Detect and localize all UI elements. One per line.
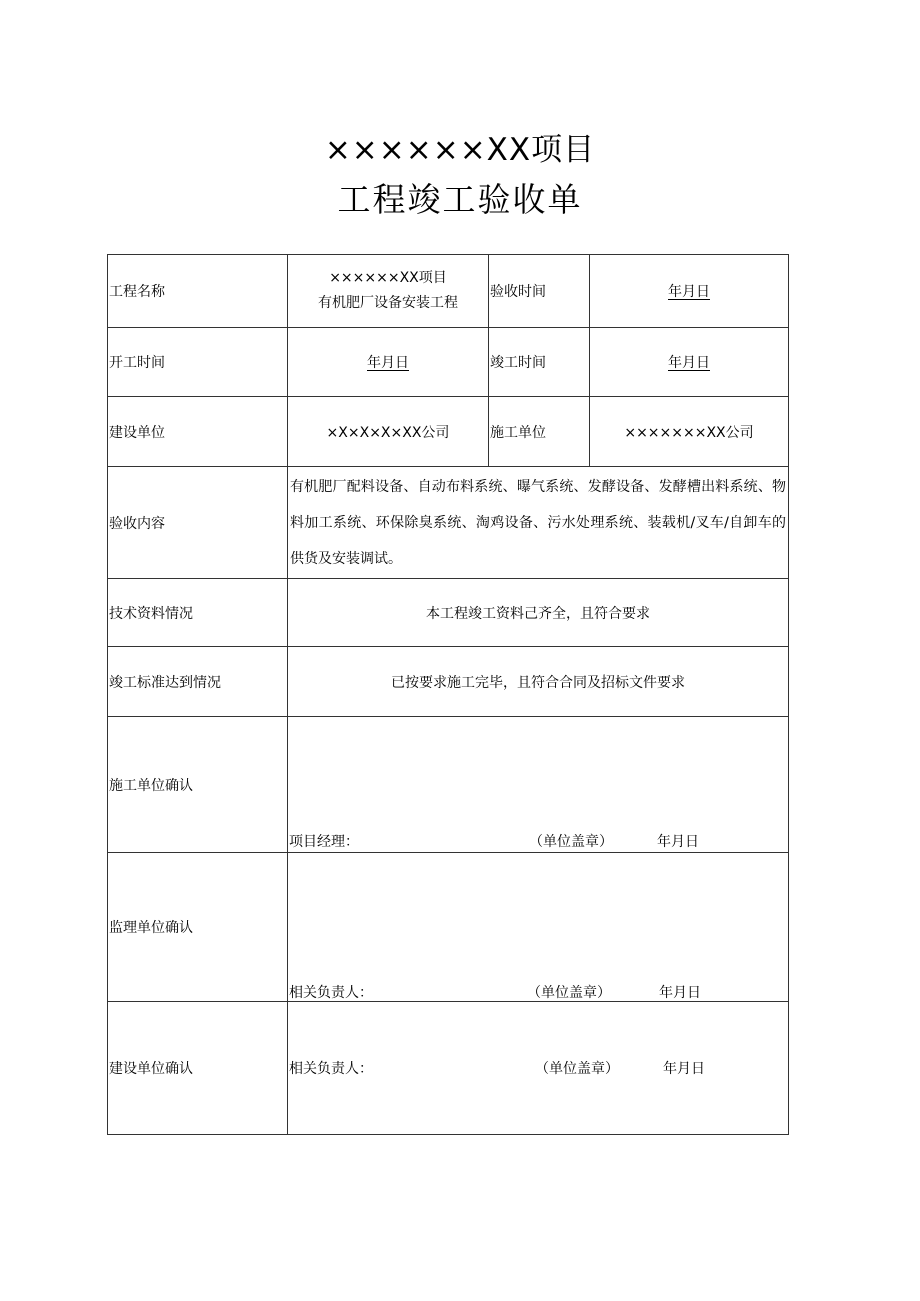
contractor-date-label: 年月日 bbox=[657, 834, 699, 850]
contractor-signer-label: 项目经理： bbox=[289, 834, 359, 850]
completion-time-value bbox=[590, 328, 789, 397]
supervisor-signer-label: 相关负责人： bbox=[289, 985, 373, 1001]
acceptance-time-value bbox=[590, 255, 789, 328]
row-units bbox=[108, 397, 789, 467]
project-name-line2: 有机肥厂设备安装工程 bbox=[318, 295, 458, 311]
acceptance-form-table bbox=[107, 254, 789, 1135]
builder-confirm-label: 建设单位确认 bbox=[108, 1002, 288, 1135]
row-project-name bbox=[108, 255, 789, 328]
builder-seal-label: （单位盖章） bbox=[535, 1061, 619, 1077]
supervisor-seal-label: （单位盖章） bbox=[527, 985, 611, 1001]
builder-confirm-area bbox=[288, 1002, 789, 1135]
acceptance-time-label: 验收时间 bbox=[489, 255, 590, 328]
row-standard bbox=[108, 647, 789, 717]
contractor-signature-line bbox=[289, 831, 788, 851]
row-start-time bbox=[108, 328, 789, 397]
row-supervisor-confirm bbox=[108, 853, 789, 1002]
supervisor-date-label: 年月日 bbox=[659, 985, 701, 1001]
form-title: 工程竣工验收单 bbox=[337, 180, 583, 219]
completion-date: 年月日 bbox=[668, 355, 710, 371]
standard-value: 已按要求施工完毕，且符合合同及招标文件要求 bbox=[288, 647, 789, 717]
row-acceptance-content bbox=[108, 467, 789, 579]
acceptance-content-label: 验收内容 bbox=[108, 467, 288, 579]
project-title: ××××××XX项目 bbox=[324, 132, 596, 168]
contractor-confirm-label: 施工单位确认 bbox=[108, 717, 288, 853]
supervisor-confirm-area bbox=[288, 853, 789, 1002]
acceptance-date: 年月日 bbox=[668, 284, 710, 300]
document-title bbox=[0, 130, 920, 224]
start-date: 年月日 bbox=[367, 355, 409, 371]
project-name-line1: ××××××XX项目 bbox=[329, 270, 447, 286]
standard-label: 竣工标准达到情况 bbox=[108, 647, 288, 717]
start-time-label: 开工时间 bbox=[108, 328, 288, 397]
contractor-unit-label: 施工单位 bbox=[489, 397, 590, 467]
builder-unit-value: ×X×X×X×XX公司 bbox=[288, 397, 489, 467]
completion-time-label: 竣工时间 bbox=[489, 328, 590, 397]
supervisor-confirm-label: 监理单位确认 bbox=[108, 853, 288, 1002]
row-tech-docs bbox=[108, 579, 789, 647]
builder-signature-line bbox=[289, 1058, 788, 1078]
supervisor-signature-line bbox=[289, 982, 788, 1002]
project-name-label: 工程名称 bbox=[108, 255, 288, 328]
row-builder-confirm bbox=[108, 1002, 789, 1135]
row-contractor-confirm bbox=[108, 717, 789, 853]
tech-docs-label: 技术资料情况 bbox=[108, 579, 288, 647]
contractor-unit-value: ×××××××XX公司 bbox=[590, 397, 789, 467]
builder-date-label: 年月日 bbox=[663, 1061, 705, 1077]
tech-docs-value: 本工程竣工资料己齐全，且符合要求 bbox=[288, 579, 789, 647]
builder-unit-label: 建设单位 bbox=[108, 397, 288, 467]
acceptance-content-value: 有机肥厂配料设备、自动布料系统、曝气系统、发酵设备、发酵槽出料系统、物料加工系统、环保除臭系统、淘鸡设备、污水处理系统、装载机/叉车/自卸车的供货及安装调试。 bbox=[288, 467, 789, 579]
start-time-value bbox=[288, 328, 489, 397]
project-name-value bbox=[288, 255, 489, 328]
builder-signer-label: 相关负责人： bbox=[289, 1061, 373, 1077]
contractor-seal-label: （单位盖章） bbox=[529, 834, 613, 850]
contractor-confirm-area bbox=[288, 717, 789, 853]
